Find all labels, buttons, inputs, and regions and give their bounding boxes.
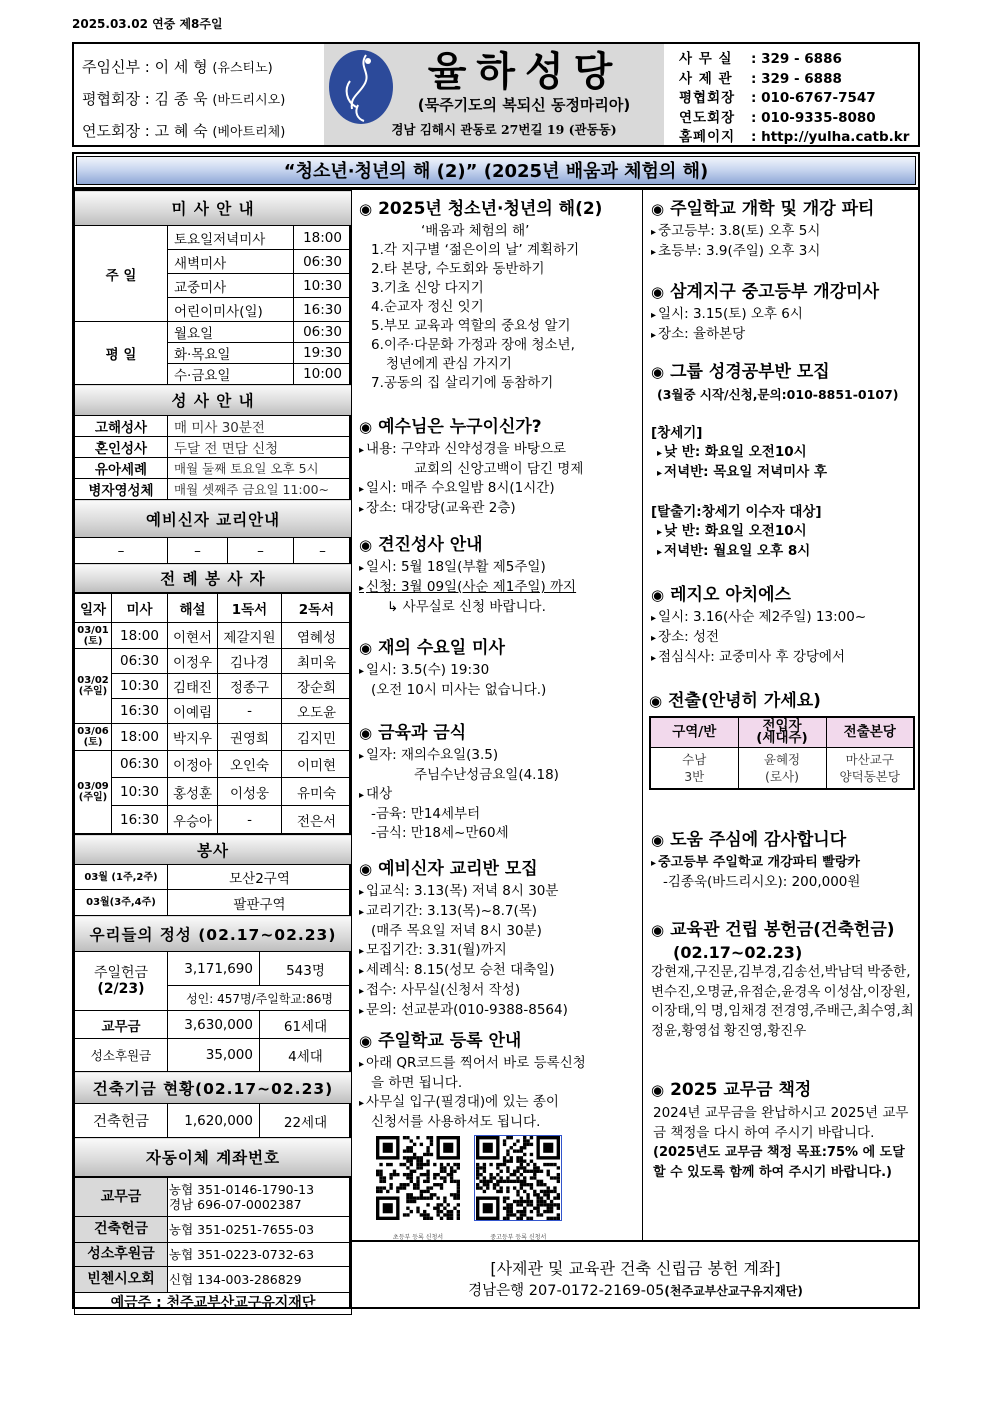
ash-wednesday-section: ◉ 재의 수요일 미사 ▸ 일시: 3.5(수) 19:30 (오전 10시 미사는 없습니다.): [359, 637, 546, 700]
bullseye-icon: ◉: [651, 586, 665, 604]
contact-item: 사 무 실 : 329 - 6886: [679, 51, 842, 67]
sunday-label: 주 일: [75, 226, 168, 322]
contact-list: [679, 50, 919, 148]
bullseye-icon: ◉: [359, 639, 373, 657]
weekday-label: 평 일: [75, 322, 168, 385]
table-row: 16:30 이예림 - 오도윤: [75, 699, 352, 724]
bullseye-icon: ◉: [359, 200, 373, 218]
bullseye-icon: ◉: [649, 692, 663, 710]
service-heading: 봉사: [75, 835, 352, 865]
bullseye-icon: ◉: [651, 200, 665, 218]
qr-code-icon: [375, 1136, 461, 1220]
youth-year-section: ◉ 2025년 청소년·청년의 해(2) ‘배움과 체험의 해’ 1.각 지구별 ‘젊은이의 날’ 계획하기 2.타 본당, 수도회와 동반하기 3.기초 신앙 다지기 4.순교자 정신 잇기 5.부모 교육과 역할의 중요성 알기 6.이주·다문화 가정과 장애 청소년, 청년에게 관심 가지기 7.공동의 집 살리기에 동참하기: [359, 199, 603, 391]
bulletin-body: [72, 188, 920, 1309]
left-column: [74, 190, 351, 1311]
church-address: 경남 김해시 관동로 27번길 19 (관동동): [391, 122, 617, 137]
bullseye-icon: ◉: [359, 1032, 373, 1050]
jesus-section: ◉ 예수님은 누구이신가? ▸ 내용: 구약과 신약성경을 바탕으로 교회의 신앙고백이 담긴 명제 ▸ 일시: 매주 수요일밤 8시(1시간) ▸ 장소: 대강당(교육관 2층): [359, 416, 583, 519]
table-row: 10:30 홍성훈 이성웅 유미숙: [75, 778, 352, 806]
fasting-section: ◉ 금육과 금식 ▸ 일자: 재의수요일(3.5) 주님수난성금요일(4.18) ▸ 대상 -금육: 만14세부터 -금식: 만18세~만60세: [359, 722, 559, 843]
mass-schedule-heading: 미 사 안 내: [75, 191, 352, 226]
bullseye-icon: ◉: [651, 831, 665, 849]
church-title-block: [324, 44, 664, 145]
transfer-heading: 자동이체 계좌번호: [75, 1138, 352, 1177]
catechumen-heading: 예비신자 교리안내: [75, 500, 352, 538]
church-subtitle: (묵주기도의 복되신 동정마리아): [417, 96, 631, 114]
middle-column: [351, 190, 642, 1240]
liturgy-heading: 전 례 봉 사 자: [75, 564, 352, 593]
liturgy-table: 일자 미사 해설 1독서 2독서 03/01 (토) 18:00 이현서 제갈지원 염혜성 03/02 (주일) 06:30 이정우 김나경 최미욱 10:30 김태진 정종구 장순희 16:30 이예림 - 오도윤 03/06 (토) 18:00 박지우 권영희 김지민 03/09 (주일) 06:30 이정아 오인숙 이미현 10:30 홍성훈 이성웅 유미숙 16:30 우승아 - 전은서: [74, 593, 352, 834]
bulletin-header: [72, 42, 920, 147]
bible-study-section: ◉ 그룹 성경공부반 모집 (3월중 시작/신청,문의:010-8851-0107) [창세기] ▸ 낮 반: 화요일 오전10시 ▸ 저녁반: 목요일 저녁미사 후 [탈출기:창세기 이수자 대상] ▸ 낮 반: 화요일 오전10시 ▸ 저녁반: 월요일 오후 8시: [651, 361, 898, 562]
transfer-out-table: 구역/반 전입자 (세대주) 전출본당 수남 3반 윤혜정 (로사) 마산교구 양덕동본당: [649, 716, 915, 790]
bullseye-icon: ◉: [359, 536, 373, 554]
legio-section: ◉ 레지오 아치에스 ▸ 일시: 3.16(사순 제2주일) 13:00~ ▸ 장소: 성전 ▸ 점심식사: 교중미사 후 강당에서: [651, 584, 866, 668]
homepage-link[interactable]: http://yulha.catb.kr: [761, 129, 910, 145]
qr-code-icon: [475, 1136, 561, 1220]
contact-item: 연도회장 : 010-9335-8080: [679, 109, 876, 126]
table-row: 03/01 (토) 18:00 이현서 제갈지원 염혜성: [75, 623, 352, 649]
table-row: 16:30 우승아 - 전은서: [75, 806, 352, 834]
sunday-offering-label: 주일헌금 (2/23): [75, 952, 168, 1011]
building-fund-heading: 건축기금 현황(02.17~02.23): [75, 1072, 352, 1104]
bullseye-icon: ◉: [359, 860, 373, 878]
contact-item: 사 제 관 : 329 - 6888: [679, 70, 842, 87]
school-party-section: ◉ 주일학교 개학 및 개강 파티 ▸ 중고등부: 3.8(토) 오후 5시 ▸ 초등부: 3.9(주일) 오후 3시: [651, 198, 874, 262]
building-account-footer: [사제관 및 교육관 건축 신립금 봉헌 계좌] 경남은행 207-0172-2169-05(천주교부산교구유지재단): [351, 1240, 920, 1307]
bullseye-icon: ◉: [651, 1081, 665, 1099]
bullseye-icon: ◉: [359, 418, 373, 436]
staff-item: 연도회장 : 고 혜 숙 (베아트리체): [82, 122, 286, 140]
bullseye-icon: ◉: [651, 283, 665, 301]
building-donors-section: ◉ 교육관 건립 봉헌금(건축헌금) (02.17~02.23) 강현재,구진문,김부경,김송선,박남덕 박중한,변수진,오명균,유점순,윤경옥 이성삼,이장원,이장태,익 명,임채경 전경영,주배근,최수영,최정윤,황영섭 황진영,황진우: [651, 920, 914, 1039]
bullseye-icon: ◉: [651, 921, 665, 939]
table-row: 03/09 (주일) 06:30 이정아 오인숙 이미현: [75, 751, 352, 778]
left-info-table: 미 사 안 내 주 일 토요일저녁미사 18:00 새벽미사 06:30 교중미사 10:30 어린이미사(일) 16:30 평 일 월요일 06:30 화·목요일 19:30 수·금요일 10:00 성 사 안 내 고해성사 매 미사 30분전 혼인성사 두달 전 면담 신청 유아세례 매월 둘째 토요일 오후 5시 병자영성체 매월 셋째주 금요일 11:00~ 예비신자 교리안내 – – – – 전 례 봉 사 자: [74, 190, 352, 593]
account-holder: 예금주 : 천주교부산교구유지재단: [75, 1293, 352, 1315]
qr-elementary[interactable]: 초등부 등록 신청서: [375, 1136, 461, 1247]
catechumen-recruit-section: ◉ 예비신자 교리반 모집 ▸ 입교식: 3.13(목) 저녁 8시 30분 ▸ 교리기간: 3.13(목)~8.7(목) (매주 목요일 저녁 8시 30분) ▸ 모집기간: 3.31(월)까지 ▸ 세례식: 8.15(성모 승천 대축일) ▸ 접수: 사무실(신청서 작성) ▸ 문의: 선교분과(010-9388-8564): [359, 858, 568, 1021]
transfer-out-section: ◉ 전출(안녕히 가세요) 구역/반 전입자 (세대주) 전출본당 수남 3반 윤혜정 (로사) 마산교구 양덕동본당: [649, 690, 915, 790]
bulletin-date: 2025.03.02 연중 제8주일: [72, 17, 223, 31]
contact-item: 평협회장 : 010-6767-7547: [679, 90, 876, 106]
contact-item: 홈페이지 : http://yulha.catb.kr: [679, 129, 910, 145]
bullseye-icon: ◉: [651, 363, 665, 381]
table-row: 03/02 (주일) 06:30 이정우 김나경 최미욱: [75, 649, 352, 674]
transfer-account-table: 교무금 농협 351-0146-1790-13 경남 696-07-0002387 건축헌금 농협 351-0251-7655-03 성소후원금 농협 351-0223-0732-63 빈첸시오회 신협 134-003-286829 예금주 : 천주교부산교구유지재단: [74, 1177, 352, 1315]
staff-item: 평협회장 : 김 종 욱 (바드리시오): [82, 90, 286, 108]
offering-heading: 우리들의 정성 (02.17~02.23): [75, 916, 352, 952]
offering-table: 봉사 03월 (1주,2주) 모산2구역 03월(3주,4주) 팔판구역 우리들의 정성 (02.17~02.23) 주일헌금 (2/23) 3,171,690 543명 성인: 457명/주일학교:86명 교무금 3,630,000 61세대 성소후원금 35,000 4세대 건축기금 현황(02.17~02.23) 건축헌금 1,620,000 22세대 자동이체 계좌번호: [74, 834, 352, 1177]
sunday-school-registration-section: ◉ 주일학교 등록 안내 ▸ 아래 QR코드를 찍어서 바로 등록신청 을 하면 됩니다. ▸ 사무실 입구(필경대)에 있는 종이 신청서를 사용하셔도 됩니다. 초등부 등록 신청서 중고등부 등록 신청서: [359, 1030, 586, 1247]
church-name: 율하성당: [427, 49, 623, 95]
thanks-section: ◉ 도움 주심에 감사합니다 ▸ 중고등부 주일학교 개강파티 빨랑카 -김종욱(바드리시오): 200,000원: [651, 829, 860, 892]
qr-middle-high[interactable]: 중고등부 등록 신청서: [475, 1136, 561, 1247]
sacrament-heading: 성 사 안 내: [75, 385, 352, 416]
samgye-mass-section: ◉ 삼계지구 중고등부 개강미사 ▸ 일시: 3.15(토) 오후 6시 ▸ 장소: 율하본당: [651, 281, 879, 345]
confirmation-section: ◉ 견진성사 안내 ▸ 일시: 5월 18일(부활 제5주일) ▸ 신청: 3월 09일(사순 제1주일) 까지 ↳ 사무실로 신청 바랍니다.: [359, 534, 576, 617]
table-row: 10:30 김태진 정종구 장순희: [75, 674, 352, 699]
right-column: [642, 190, 920, 1240]
staff-item: 주임신부 : 이 세 형 (유스티노): [82, 58, 273, 76]
table-row: 03/06 (토) 18:00 박지우 권영희 김지민: [75, 724, 352, 751]
bullseye-icon: ◉: [359, 724, 373, 742]
staff-list: [82, 52, 322, 148]
dues-section: ◉ 2025 교무금 책정 2024년 교무금을 완납하시고 2025년 교무금 책정을 다시 하여 주시기 바랍니다. (2025년도 교무금 책정 목표:75% 에 도달 할 수 있도록 함께 하여 주시기 바랍니다.): [651, 1080, 909, 1180]
theme-banner: “청소년·청년의 해 (2)” (2025년 배움과 체험의 해): [72, 152, 920, 189]
